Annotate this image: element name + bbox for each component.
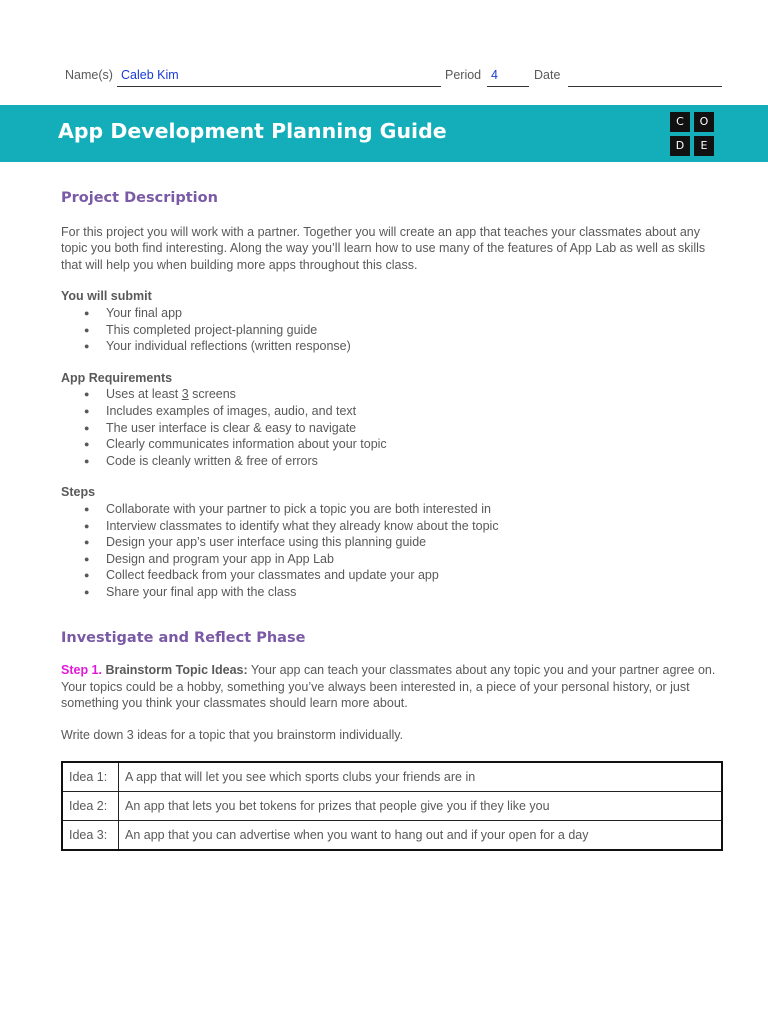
- list-item: ● This completed project-planning guide: [106, 322, 726, 339]
- logo-letter: C: [670, 112, 690, 132]
- list-item: ● Collect feedback from your classmates and update your app: [106, 567, 726, 584]
- idea-label: Idea 1:: [62, 762, 119, 792]
- table-row: [62, 762, 722, 792]
- logo-letter: E: [694, 136, 714, 156]
- list-item: ● Code is cleanly written & free of errors: [106, 453, 726, 470]
- requirements-heading: App Requirements: [61, 370, 173, 385]
- list-item: ● Your individual reflections (written response): [106, 338, 726, 355]
- section-heading-project-description: Project Description: [61, 190, 218, 206]
- list-item: ● Your final app: [106, 305, 726, 322]
- list-item: ● Interview classmates to identify what they already know about the topic: [106, 518, 726, 535]
- steps-heading: Steps: [61, 485, 96, 500]
- submit-heading: You will submit: [61, 289, 152, 304]
- name-label: Name(s): [65, 68, 113, 82]
- idea-text[interactable]: A app that will let you see which sports clubs your friends are in: [119, 762, 723, 792]
- list-item: ● Clearly communicates information about your topic: [106, 436, 726, 453]
- name-field[interactable]: [117, 64, 441, 87]
- steps-list: [61, 501, 726, 601]
- list-item: ● Design and program your app in App Lab: [106, 551, 726, 568]
- requirement-number: 3: [181, 387, 189, 402]
- period-field[interactable]: [487, 64, 529, 87]
- submit-list: [61, 305, 726, 355]
- period-label: Period: [445, 68, 482, 82]
- list-item: ● Share your final app with the class: [106, 584, 726, 601]
- logo-letter: D: [670, 136, 690, 156]
- logo-letter: O: [694, 112, 714, 132]
- step-text: Your app can teach your classmates about any topic you and your partner agree on. Your topics could be a hobby, something you’ve always been interested in, a piece of your personal history, or just something you think your classmates should learn more about.: [61, 663, 716, 711]
- requirement-suffix: screens: [188, 387, 236, 402]
- list-item: [106, 386, 726, 403]
- brainstorm-instruction: Write down 3 ideas for a topic that you brainstorm individually.: [61, 727, 404, 742]
- date-field[interactable]: [568, 64, 722, 87]
- list-item: ● Collaborate with your partner to pick a topic you are both interested in: [106, 501, 726, 518]
- project-description-paragraph: For this project you will work with a partner. Together you will create an app that teaches your classmates about any topic you both find interesting. Along the way you’ll learn how to use many of the features of App Lab as well as skills that will help you when building more apps throughout this class.: [61, 224, 706, 272]
- idea-text[interactable]: An app that you can advertise when you want to hang out and if your open for a day: [119, 821, 723, 851]
- code-org-logo: [670, 112, 718, 156]
- step-title: Brainstorm Topic Ideas:: [105, 663, 248, 678]
- idea-label: Idea 2:: [62, 792, 119, 821]
- date-label: Date: [534, 68, 561, 82]
- table-row: [62, 821, 722, 851]
- table-row: [62, 792, 722, 821]
- step-label: Step 1.: [61, 663, 102, 678]
- idea-label: Idea 3:: [62, 821, 119, 851]
- title-banner: [0, 105, 768, 162]
- student-info-row: [0, 64, 768, 92]
- list-item: ● Includes examples of images, audio, and text: [106, 403, 726, 420]
- idea-text[interactable]: An app that lets you bet tokens for prizes that people give you if they like you: [119, 792, 723, 821]
- list-item: ● Design your app’s user interface using this planning guide: [106, 534, 726, 551]
- requirement-prefix: Uses at least: [106, 387, 182, 402]
- period-value: 4: [491, 68, 498, 82]
- requirements-list: [61, 386, 726, 469]
- list-item: ● The user interface is clear & easy to navigate: [106, 420, 726, 437]
- ideas-table: [61, 761, 723, 851]
- page-title: App Development Planning Guide: [58, 119, 447, 143]
- name-value: Caleb Kim: [121, 68, 179, 82]
- step-1-paragraph: [61, 662, 726, 712]
- document-body: [61, 190, 726, 851]
- section-heading-investigate: Investigate and Reflect Phase: [61, 630, 306, 647]
